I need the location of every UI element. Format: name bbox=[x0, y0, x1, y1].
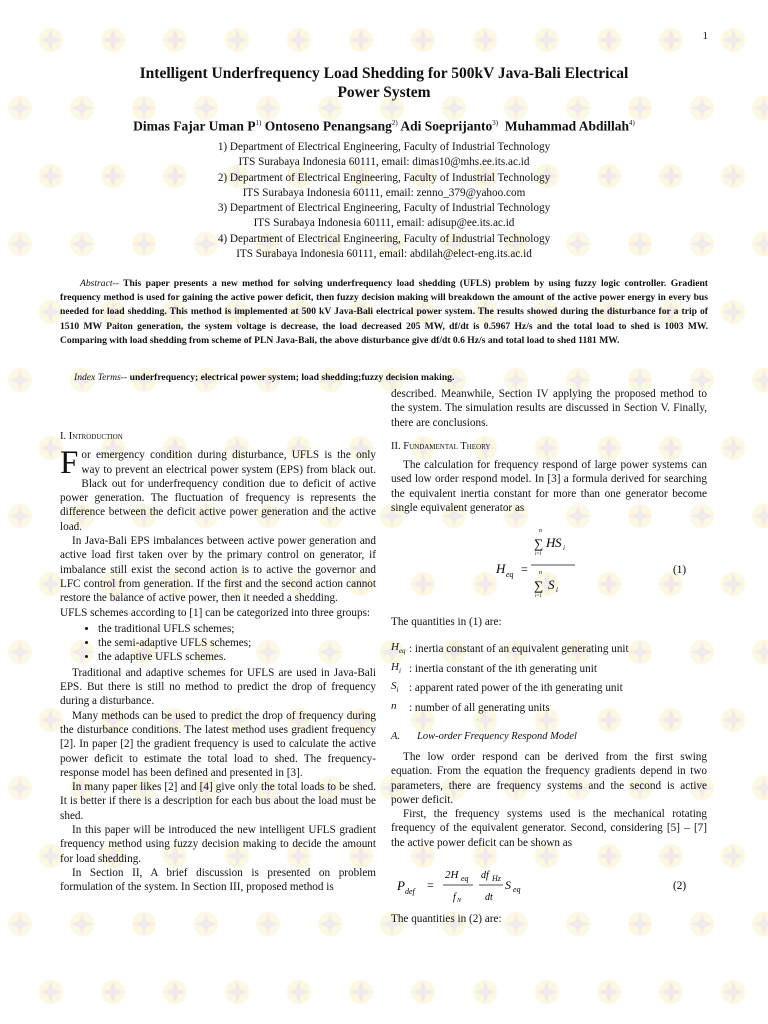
paragraph: First, the frequency systems used is the mechanical rotating frequency of the equivalent generator. Second, considering [5] – [7] the active power deficit can be shown as bbox=[391, 808, 707, 849]
eq1-den-s: S bbox=[548, 577, 555, 593]
index-terms bbox=[60, 372, 708, 383]
eq2-lhs-sub: def bbox=[405, 887, 415, 897]
eq1-den-i: i bbox=[556, 586, 558, 595]
subsection-heading bbox=[391, 730, 707, 744]
subsection-title: Low-order Frequency Respond Model bbox=[417, 730, 577, 742]
paper-title bbox=[70, 64, 698, 102]
definition-symbol: $H_i$ bbox=[391, 660, 401, 675]
paragraph: In Section II, A brief discussion is presented on problem formulation of the system. In Section III, proposed method is bbox=[60, 866, 376, 894]
bullet-list bbox=[60, 622, 376, 665]
list-item: • the traditional UFLS schemes; bbox=[98, 622, 376, 636]
abstract bbox=[60, 277, 708, 348]
author-mark: 4) bbox=[629, 119, 635, 127]
eq1-lhs: H bbox=[496, 561, 506, 577]
affiliation-line: ITS Surabaya Indonesia 60111, email: adisup@ee.its.ac.id bbox=[253, 217, 515, 230]
paragraph: The calculation for frequency respond of large power systems can used low order respond model. In [3] a formula derived for searching the equivalent inertia constant for more than one generator become single equivalent generator as bbox=[391, 459, 707, 515]
equation-1 bbox=[391, 521, 707, 611]
left-column bbox=[60, 430, 376, 895]
author-mark: 1) bbox=[255, 119, 262, 127]
eq1-sigma-bottom: ∑ bbox=[534, 578, 544, 594]
drop-cap: F bbox=[60, 445, 79, 482]
eq2-number: (2) bbox=[673, 880, 687, 893]
eq2-tail: S bbox=[505, 878, 511, 893]
definition-symbol: n bbox=[391, 699, 397, 712]
definition-list-1 bbox=[391, 640, 707, 718]
equation-1-graphic bbox=[391, 521, 707, 611]
affiliation-line: ITS Surabaya Indonesia 60111, email: zenno_379@yahoo.com bbox=[242, 186, 526, 199]
eq2-num2: df bbox=[481, 870, 489, 882]
definition-text: : inertia constant of the ith generating unit bbox=[409, 662, 597, 675]
affiliation-line: 4) Department of Electrical Engineering, Faculty of Industrial Technology bbox=[217, 232, 551, 245]
definition-text: : inertia constant of an equivalent generating unit bbox=[409, 643, 629, 656]
subsection-label: A. bbox=[391, 730, 401, 742]
affiliation-line: 2) Department of Electrical Engineering, Faculty of Industrial Technology bbox=[217, 171, 551, 184]
eq1-sum-bottom: i=1 bbox=[535, 552, 542, 558]
abstract-label: Abstract-- bbox=[80, 278, 119, 289]
title-line-1: Intelligent Underfrequency Load Shedding for 500kV Java-Bali Electrical bbox=[139, 65, 629, 82]
author-mark: 2) bbox=[391, 119, 398, 127]
index-terms-label: Index Terms-- bbox=[74, 372, 128, 383]
right-column bbox=[391, 387, 707, 926]
title-line-2: Power System bbox=[337, 84, 431, 101]
author-name: Dimas Fajar Uman P bbox=[133, 118, 256, 134]
affiliation-line: 1) Department of Electrical Engineering, Faculty of Industrial Technology bbox=[217, 141, 551, 153]
eq2-equals: = bbox=[427, 878, 434, 893]
paragraph: In many paper likes [2] and [4] give only the total loads to be shed. It is better if there is a description for each bus about the load must be shed. bbox=[60, 781, 376, 822]
eq1-lhs-sub: eq bbox=[506, 570, 514, 580]
affiliations bbox=[90, 140, 678, 262]
eq2-den2: dt bbox=[485, 892, 493, 904]
eq1-sum-top: n bbox=[539, 528, 542, 535]
list-item: • the adaptive UFLS schemes. bbox=[98, 650, 376, 664]
eq2-num1-sub: eq bbox=[461, 874, 469, 884]
eq1-equals: = bbox=[521, 562, 528, 577]
equation-2-graphic bbox=[391, 860, 707, 912]
eq2-tail-sub: eq bbox=[513, 885, 521, 895]
list-item: • the semi-adaptive UFLS schemes; bbox=[98, 636, 376, 650]
page-number: 1 bbox=[702, 30, 708, 42]
paragraph bbox=[60, 445, 376, 534]
eq2-den1: f bbox=[453, 892, 456, 904]
eq2-lhs: P bbox=[397, 878, 405, 894]
definition-symbol: $H_{eq}$ bbox=[391, 641, 406, 656]
eq2-num2-sub: Hz bbox=[492, 874, 501, 884]
paragraph: The quantities in (1) are: bbox=[391, 616, 502, 629]
definition-row bbox=[391, 659, 707, 679]
author-list bbox=[60, 114, 708, 136]
section-heading-introduction: I. Introduction bbox=[60, 431, 123, 442]
abstract-text: This paper presents a new method for solving underfrequency load shedding (UFLS) problem by using fuzzy logic controller. Gradient frequency method is used for gaining the active power deficit, then fuzzy decision making will breakdown the amount of the active power energy in every bus needed for load shedding. This method is implemented at 500 kV Java-Bali electrical power system. The results showed during the disturbance for a trip of 1510 MW Paiton generation, the system voltage is decrease, the load decreased 205 MW, df/dt is 0.5967 Hz/s and the total load to shed is 1003 MW. Comparing with load shedding from scheme of PLN Java-Bali, the above disturbance give df/dt 0.6 Hz/s and total load to shed 1181 MW. bbox=[60, 278, 708, 346]
definition-text: : apparent rated power of the ith generating unit bbox=[409, 682, 623, 695]
definition-row bbox=[391, 698, 707, 718]
affiliation-line: 3) Department of Electrical Engineering, Faculty of Industrial Technology bbox=[217, 202, 551, 215]
eq1-den-sum-top: n bbox=[539, 570, 542, 577]
paragraph: described. Meanwhile, Section IV applying the proposed method to the system. The simulation results are discussed in Section V. Finally, there are conclusions. bbox=[391, 388, 707, 429]
author-name: Muhammad Abdillah bbox=[504, 118, 630, 134]
author-name: Ontoseno Penangsang bbox=[264, 118, 392, 134]
author-name: Adi Soeprijanto bbox=[400, 118, 493, 134]
definition-row bbox=[391, 679, 707, 699]
affiliation-line: ITS Surabaya Indonesia 60111, email: abdilah@elect-eng.its.ac.id bbox=[236, 248, 532, 261]
affiliation-line: ITS Surabaya Indonesia 60111, email: dimas10@mhs.ee.its.ac.id bbox=[238, 156, 530, 169]
eq1-sigma-top: ∑ bbox=[534, 536, 544, 552]
paragraph: The low order respond can be derived from the first swing equation. From the equation the frequency gradients depend in two parameters, there are frequency systems and the second is active power deficit. bbox=[391, 750, 707, 806]
eq1-number: (1) bbox=[673, 564, 687, 577]
section-heading-fundamental-theory: II. Fundamental Theory bbox=[391, 440, 491, 452]
paragraph: The quantities in (2) are: bbox=[391, 913, 502, 926]
eq2-den1-sub: N bbox=[457, 898, 462, 905]
eq1-den-sum-bottom: i=1 bbox=[535, 594, 542, 600]
paragraph-text: or emergency condition during disturbance, UFLS is the only way to prevent an electrical power system (EPS) from black out. Black out for underfrequency condition due to deficit of active power generation. The fluctuation of frequency is represents the difference between the deficit active power generation and the active load. bbox=[60, 449, 376, 533]
eq1-num-i: i bbox=[563, 544, 565, 553]
paragraph: In Java-Bali EPS imbalances between active power generation and active load first taken over by the primary control on generator, if imbalance still exist the second action is to active the governor and LFC control from generation. If the first and the second action cannot restore the balance of active power, then it needed a shedding. bbox=[60, 535, 376, 605]
index-terms-text: underfrequency; electrical power system; load shedding;fuzzy decision making. bbox=[129, 372, 455, 383]
paragraph: In this paper will be introduced the new intelligent UFLS gradient frequency method using fuzzy decision making to decide the amount for load shedding. bbox=[60, 824, 376, 865]
paragraph: UFLS schemes according to [1] can be categorized into three groups: bbox=[60, 606, 371, 619]
definition-row bbox=[391, 640, 707, 660]
definition-text: : number of all generating units bbox=[409, 701, 550, 714]
eq1-num-h: H bbox=[546, 535, 556, 551]
equation-2 bbox=[391, 860, 707, 912]
author-mark: 3) bbox=[492, 119, 499, 127]
eq1-num-s: S bbox=[555, 535, 562, 551]
paragraph: Traditional and adaptive schemes for UFLS are used in Java-Bali EPS. But there is still no method to predict the drop of frequency during a disturbance. bbox=[60, 666, 376, 708]
paragraph: Many methods can be used to predict the drop of frequency during the disturbance conditions. The latest method uses gradient frequency [2]. In paper [2] the gradient frequency is used to calculate the active power deficit to estimate the total load to shed. The frequency-response model has been defined and presented in [3]. bbox=[60, 709, 376, 779]
eq2-num1: 2H bbox=[445, 869, 459, 882]
definition-symbol: $S_i$ bbox=[391, 680, 399, 695]
